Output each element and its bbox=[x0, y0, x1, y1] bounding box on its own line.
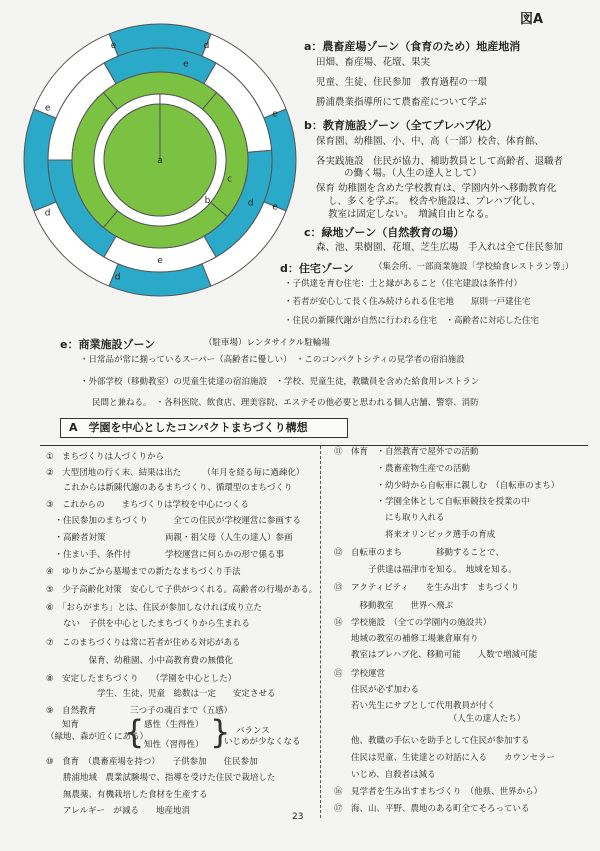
list-item: 無農薬、有機栽培した食材を生産する bbox=[46, 790, 208, 800]
nature-sub-ijime: いじめが少なくなる bbox=[224, 737, 301, 747]
list-item: 若い先生にサブとして代用教員が付く bbox=[334, 701, 496, 711]
list-item: ⑭ 学校施設 （全ての学園内の施設共） bbox=[334, 618, 492, 628]
list-item: ⑥ 「おらがまち」とは、住民が参加しなければ成り立た bbox=[46, 603, 262, 613]
legend-b-line: し、多くを学ぶ。 校舎や施設は、プレハブ化し、 bbox=[328, 196, 541, 207]
section-title: A 学園を中心としたコンパクトまちづくり構想 bbox=[60, 418, 348, 438]
nature-sub-kansei: 感性（生得性） bbox=[144, 720, 204, 730]
list-item: ⑨ 自然教育 三つ子の魂百まで（五感） bbox=[46, 706, 233, 716]
list-item: ⑫ 自転車のまち 移動することで、 bbox=[334, 548, 504, 558]
legend-a-line: 児童、生徒、住民参加 教育過程の一環 bbox=[316, 77, 488, 88]
list-item: ・学園全体として自転車競技を授業の中 bbox=[334, 497, 530, 507]
legend-b-line: 各実践施設 住民が協力、補助教員として高齢者、退職者 bbox=[316, 156, 564, 167]
brace-left: { bbox=[124, 713, 145, 751]
list-item: ⑪ 体育 ・自然教育で屋外での活動 bbox=[334, 447, 479, 457]
list-item: ③ これからの まちづくりは学校を中心につくる bbox=[46, 500, 249, 510]
label-e: e bbox=[183, 59, 189, 70]
label-e: e bbox=[272, 202, 278, 213]
legend-d-line: ・若者が安心して長く住み続けられる住宅地 原則一戸建住宅 bbox=[284, 297, 531, 307]
legend-e-note: （駐車場）レンタサイクル駐輪場 bbox=[204, 338, 330, 348]
list-item: アレルギー が減る 地産地消 bbox=[46, 806, 190, 816]
legend-e-line: ・日常品が常に揃っているスーパー（高齢者に優しい） ・このコンパクトシティの見学者の宿泊施設 bbox=[80, 355, 465, 365]
label-d: d bbox=[114, 272, 121, 283]
list-item: ⑩ 食育 （農畜産場を持つ） 子供参加 住民参加 bbox=[46, 757, 258, 767]
list-item: 教室はプレハブ化、移動可能 人数で増減可能 bbox=[334, 650, 538, 660]
list-item: 地域の教室の補修工場兼倉庫有り bbox=[334, 634, 479, 644]
list-item: いじめ、自殺者は減る bbox=[334, 770, 436, 780]
legend-e-title: e：商業施設ゾーン bbox=[60, 338, 156, 351]
legend-a-line: 田畑、畜産場、花壇、果実 bbox=[316, 57, 431, 68]
label-e: e bbox=[44, 103, 51, 114]
label-e: e bbox=[110, 41, 117, 52]
nature-sub-balance: バランス bbox=[236, 726, 270, 736]
list-item: ⑦ このまちづくりは常に若者が住める対応がある bbox=[46, 638, 241, 648]
list-item: 将来オリンピック選手の育成 bbox=[334, 530, 496, 540]
figure-label: 図A bbox=[520, 12, 544, 27]
list-item: ② 大型団地の行く末、結果は出た （年月を経る毎に過疎化） bbox=[46, 468, 305, 478]
legend-b-line: の働く場。（人生の達人として） bbox=[344, 168, 482, 179]
legend-d-line: ・住民の新陳代謝が自然に行われる住宅 ・高齢者に対応した住宅 bbox=[284, 316, 540, 326]
label-d: d bbox=[203, 41, 210, 52]
list-item: ⑬ アクティビティ を生み出す まちづくり bbox=[334, 583, 520, 593]
list-item: 勝浦地域 農業試験場で、指導を受けた住民で栽培した bbox=[46, 773, 276, 783]
legend-d-line: ・子供達を育む住宅：土と縁があること（住宅建設は条件付） bbox=[284, 279, 523, 289]
legend-c-title: c：緑地ゾーン（自然教育の場） bbox=[304, 226, 465, 239]
list-item: 保育、幼稚園、小中高教育費の無償化 bbox=[46, 656, 234, 666]
list-item: ④ ゆりかごから墓場までの新たなまちづくり手法 bbox=[46, 567, 241, 577]
nature-sub-chiiku: 知育 bbox=[62, 720, 80, 730]
legend-b-title: b：教育施設ゾーン（全てプレハブ化） bbox=[304, 119, 498, 132]
list-item: にも取り入れる bbox=[334, 513, 445, 523]
legend-e-line: ・外部学校（移動教室）の児童生徒達の宿泊施設 ・学校、児童生徒，教職員を含めた給食用レストラン bbox=[80, 377, 480, 387]
legend-d-title: d：住宅ゾーン bbox=[280, 262, 354, 275]
list-item: 学生、生徒、児童 総数は一定 安定させる bbox=[46, 689, 276, 699]
column-divider bbox=[320, 446, 321, 818]
page-number: 23 bbox=[292, 812, 304, 822]
label-e: e bbox=[272, 109, 278, 120]
list-item: ⑤ 少子高齢化対策 安心して子供がつくれる。高齢者の行場がある。 bbox=[46, 585, 318, 595]
list-item: ・幼少時から自転車に親しむ （自転車のまち） bbox=[334, 481, 560, 491]
label-b: b bbox=[204, 195, 211, 206]
label-e: e bbox=[157, 256, 163, 266]
label-c: c bbox=[227, 174, 233, 185]
divider bbox=[40, 445, 588, 446]
list-item: 住民は児童、生徒達との対話に入る カウンセラー bbox=[334, 753, 556, 763]
legend-b-line: 教室は固定しない。 増減自由となる。 bbox=[328, 209, 495, 220]
legend-b-line: 保育園、幼稚園、小、中、高（一部）校舎、体育館、 bbox=[316, 136, 545, 147]
label-d: d bbox=[247, 198, 254, 209]
brace-right: } bbox=[210, 713, 231, 751]
nature-sub-chisei: 知性（習得性） bbox=[144, 740, 204, 750]
list-item: ・高齢者対策 両親・祖父母（人生の達人）参画 bbox=[46, 533, 293, 543]
list-item: ① まちづくりは人づくりから bbox=[46, 452, 165, 462]
list-item: 住民が必ず加わる bbox=[334, 685, 420, 695]
label-a: a bbox=[157, 156, 163, 166]
nature-sub-ryokuchi: （緑地、森が近くにある） bbox=[46, 732, 149, 742]
legend-c-line: 森、池、果樹園、花壇、芝生広場 手入れは全て住民参加 bbox=[316, 242, 564, 253]
legend-d-note: （集会所、一部商業施設「学校給食レストラン等」） bbox=[374, 262, 574, 272]
list-item: 他、教職の手伝いを助手として住民が参加する bbox=[334, 736, 530, 746]
zone-ring-diagram bbox=[20, 20, 300, 300]
legend-b-line: 保育 幼稚園を含めた学校教育は、学園内外へ移動教育化 bbox=[316, 183, 557, 194]
list-item: 移動教室 世界へ飛ぶ bbox=[334, 601, 454, 611]
list-item: ・農畜産物生産での活動 bbox=[334, 464, 471, 474]
list-item: ⑰ 海、山、平野、農地のある町全てそろっている bbox=[334, 804, 530, 814]
list-item: ない 子供を中心としたまちづくりから生まれる bbox=[46, 619, 250, 629]
list-item: 子供達は福津市を知る。 地域を知る。 bbox=[334, 565, 517, 575]
label-d: d bbox=[44, 208, 51, 219]
list-item: ⑮ 学校運営 bbox=[334, 669, 386, 679]
list-item: ⑯ 見学者を生み出すまちづくり （他県、世界から） bbox=[334, 787, 543, 797]
list-item: ⑧ 安定したまちづくり （学園を中心とした） bbox=[46, 674, 237, 684]
list-item: ・住まい手、条件付 学校運営に何らかの形で係る事 bbox=[46, 550, 285, 560]
list-item: ・住民参加のまちづくり 全ての住民が学校運営に参画する bbox=[46, 516, 301, 526]
list-item: これからは新陳代謝のあるまちづくり、循環型のまちづくり bbox=[46, 483, 293, 493]
legend-a-title: a：農畜産場ゾーン（食育のため）地産地消 bbox=[304, 40, 521, 53]
legend-a-line: 勝浦農業指導所にて農畜産について学ぶ bbox=[316, 97, 487, 108]
legend-e-line: 民間と兼ねる。 ・各科医院、飲食店、理美容院、エステその他必要と思われる個人店舗、警察、消防 bbox=[92, 398, 479, 408]
list-item: （人生の達人たち） bbox=[334, 714, 526, 724]
